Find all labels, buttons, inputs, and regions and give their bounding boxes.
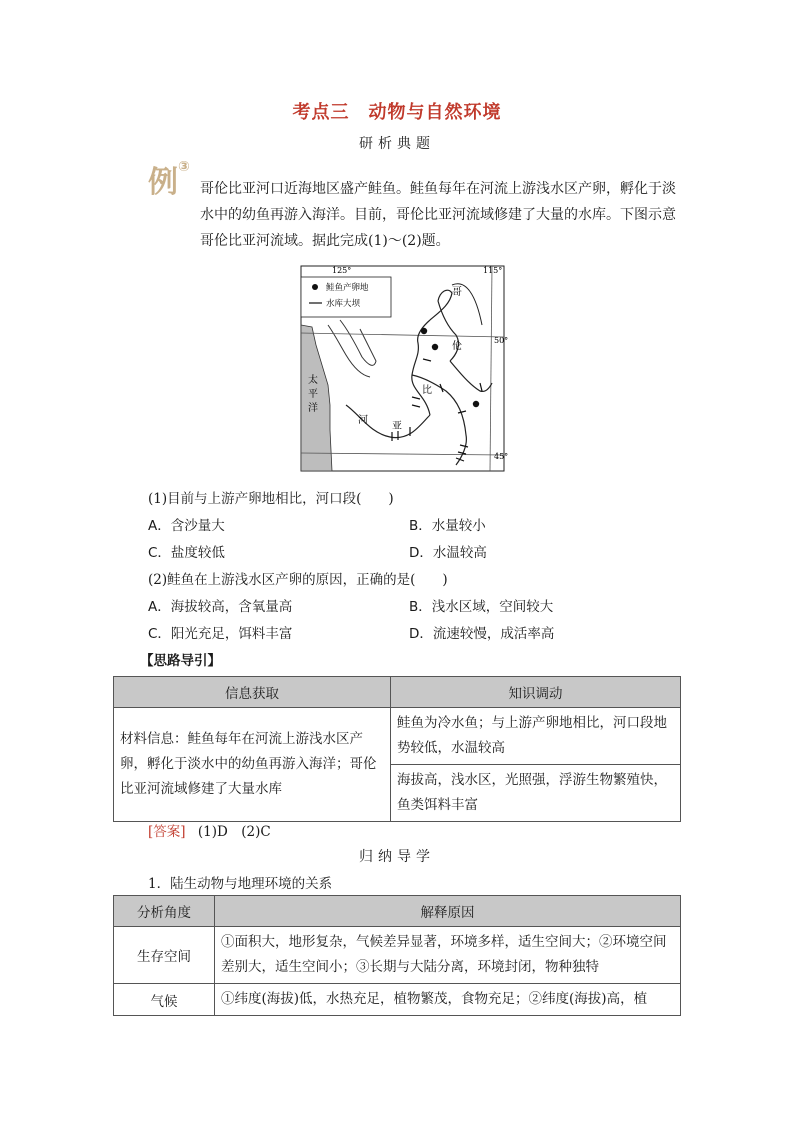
ocean-label-1: 太 <box>308 375 318 386</box>
rel-row2-reason: ①纬度(海拔)低，水热充足，植物繁茂，食物充足；②纬度(海拔)高，植 <box>215 984 681 1016</box>
ocean-label-2: 平 <box>308 389 318 400</box>
lat-bottom: 45° <box>494 452 509 461</box>
page-title: 考点三 动物与自然环境 <box>292 102 502 123</box>
q1-option-a: A．含沙量大 <box>148 518 225 534</box>
guide-info-cell: 材料信息：鲑鱼每年在河流上游浅水区产卵，孵化于淡水中的幼鱼再游入海洋；哥伦比亚河流域修建了大量水库 <box>114 708 391 822</box>
river-label-5: 河 <box>358 415 368 426</box>
guide-label: 【思路导引】 <box>140 653 221 669</box>
guide-knowledge-2: 海拔高，浅水区，光照强，浮游生物繁殖快，鱼类饵料丰富 <box>391 765 681 822</box>
river-label-4: 亚 <box>392 421 402 432</box>
rel-header-reason: 解释原因 <box>215 896 681 927</box>
legend-spawning: 鲑鱼产卵地 <box>326 283 369 293</box>
section-heading-study: 研析典题 <box>359 136 435 152</box>
q2-option-a: A．海拔较高，含氧量高 <box>148 599 293 615</box>
q2-option-b: B．浅水区域，空间较大 <box>409 599 554 615</box>
relationship-table <box>113 895 681 1016</box>
question-1-stem: (1)目前与上游产卵地相比，河口段( ) <box>148 491 394 507</box>
legend-dam: 水库大坝 <box>326 299 361 309</box>
lon-right: 115° <box>483 266 503 275</box>
guide-header-info: 信息获取 <box>114 677 391 708</box>
q2-option-d: D．流速较慢，成活率高 <box>409 626 555 642</box>
q1-option-b: B．水量较小 <box>409 518 486 534</box>
rel-row1-angle: 生存空间 <box>114 927 215 984</box>
guide-knowledge-1: 鲑鱼为冷水鱼；与上游产卵地相比，河口段地势较低，水温较高 <box>391 708 681 765</box>
answer-text: (1)D (2)C <box>197 824 271 840</box>
river-label-2: 伦 <box>452 341 462 352</box>
q1-option-d: D．水温较高 <box>409 545 487 561</box>
q2-option-c: C．阳光充足，饵料丰富 <box>148 626 293 642</box>
ocean-label-3: 洋 <box>308 403 318 414</box>
question-2-stem: (2)鲑鱼在上游浅水区产卵的原因，正确的是( ) <box>148 572 448 588</box>
section-heading-summary: 归纳导学 <box>359 849 435 865</box>
lon-left: 125° <box>332 266 352 275</box>
rel-row2-angle: 气候 <box>114 984 215 1016</box>
river-label-3: 比 <box>422 385 432 396</box>
river-label-1: 哥 <box>452 287 462 298</box>
guide-table <box>113 676 681 822</box>
example-text: 哥伦比亚河口近海地区盛产鲑鱼。鲑鱼每年在河流上游浅水区产卵，孵化于淡水中的幼鱼再游入海洋。目前，哥伦比亚河流域修建了大量的水库。下图示意哥伦比亚河流域。据此完成(1)～(2)题。 <box>200 181 676 249</box>
answer-line <box>148 820 271 840</box>
q1-option-c: C．盐度较低 <box>148 545 225 561</box>
example-badge: 例③ <box>148 159 190 200</box>
answer-label: [答案] <box>148 824 186 840</box>
item-1-heading: 1．陆生动物与地理环境的关系 <box>148 876 333 892</box>
guide-header-knowledge: 知识调动 <box>391 677 681 708</box>
columbia-river-map <box>300 265 509 472</box>
lat-top: 50° <box>494 336 509 345</box>
rel-header-angle: 分析角度 <box>114 896 215 927</box>
rel-row1-reason: ①面积大，地形复杂，气候差异显著，环境多样，适生空间大；②环境空间差别大，适生空间小；③长期与大陆分离，环境封闭，物种独特 <box>215 927 681 984</box>
